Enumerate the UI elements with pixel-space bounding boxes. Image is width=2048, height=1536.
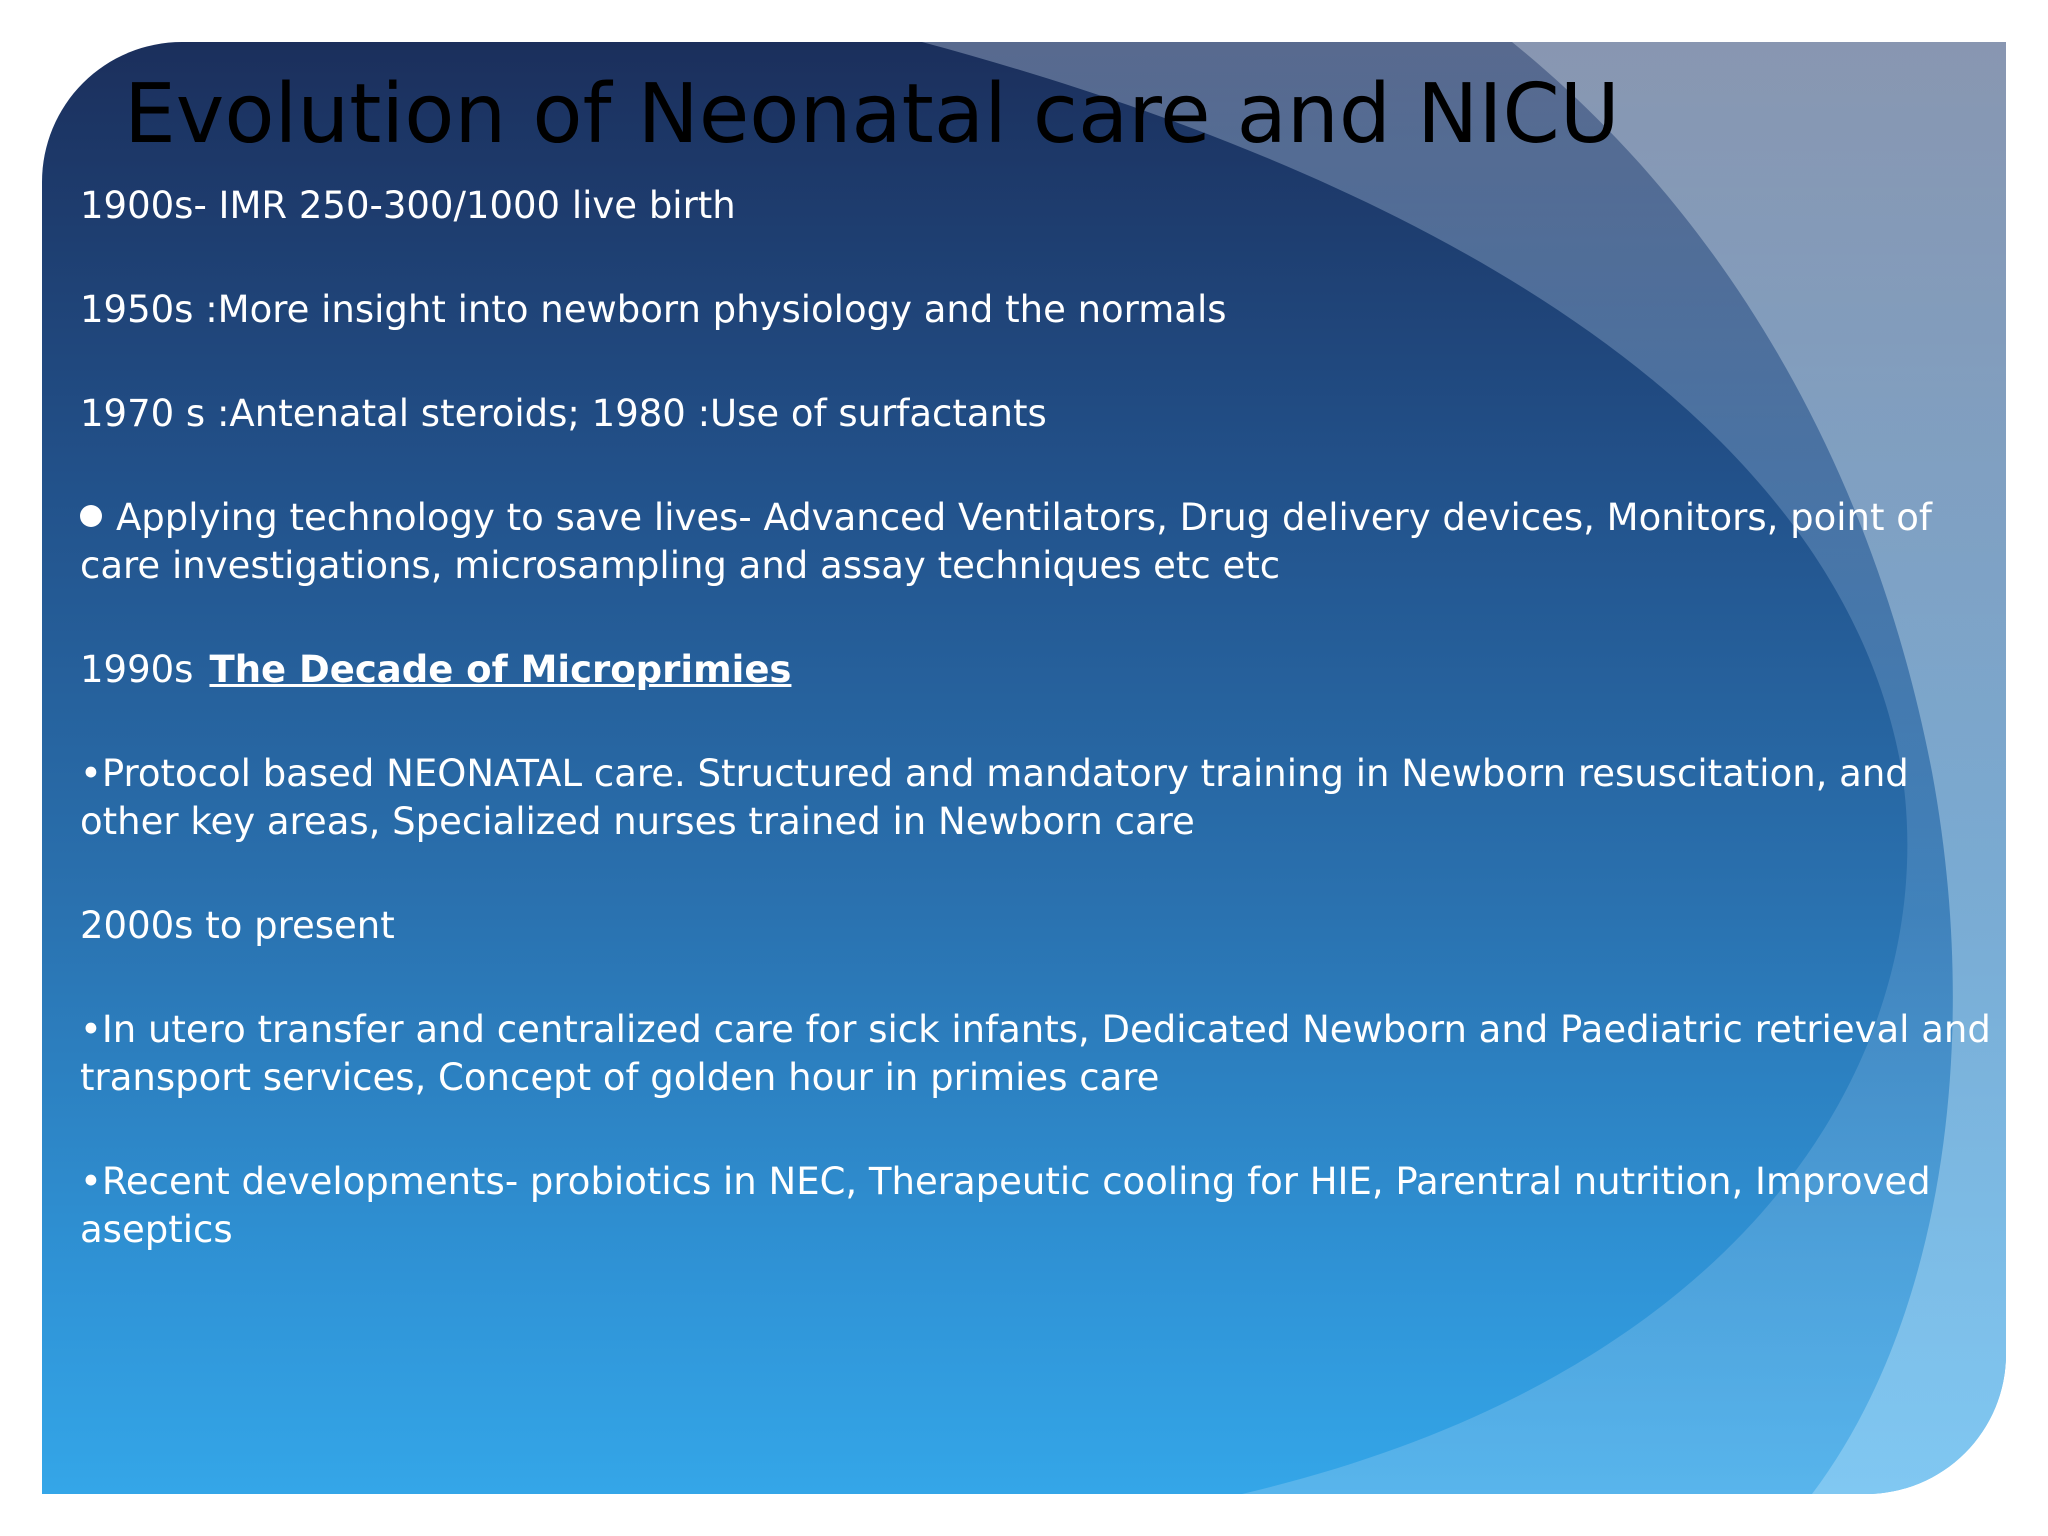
slide-title: Evolution of Neonatal care and NICU xyxy=(124,67,1620,162)
timeline-1970s: 1970 s :Antenatal steroids; 1980 :Use of surfactants xyxy=(80,392,1047,435)
decade-heading: The Decade of Microprimies xyxy=(209,648,792,691)
technology-text: Applying technology to save lives- Advanced Ventilators, Drug delivery devices, Monitors, point of care investigations, microsampling and assay techniques etc etc xyxy=(80,496,1932,587)
timeline-1990s xyxy=(80,646,2006,694)
slide-canvas xyxy=(42,42,2006,1494)
timeline-2000s: 2000s to present xyxy=(80,904,395,947)
timeline-1900s: 1900s- IMR 250-300/1000 live birth xyxy=(80,184,736,227)
timeline-1950s: 1950s :More insight into newborn physiology and the normals xyxy=(80,288,1227,331)
decade-label: 1990s xyxy=(80,648,194,691)
protocol-bullet: •Protocol based NEONATAL care. Structured and mandatory training in Newborn resuscitation, and other key areas, Specialized nurses trained in Newborn care xyxy=(80,752,1909,843)
slide-body xyxy=(80,182,2006,1310)
recent-bullet: •Recent developments- probiotics in NEC, Therapeutic cooling for HIE, Parentral nutrition, Improved aseptics xyxy=(80,1160,1931,1251)
utero-bullet: •In utero transfer and centralized care for sick infants, Dedicated Newborn and Paediatric retrieval and transport services, Concept of golden hour in primies care xyxy=(80,1008,1991,1099)
bullet-dot-icon xyxy=(80,505,102,527)
technology-bullet xyxy=(80,494,2006,590)
